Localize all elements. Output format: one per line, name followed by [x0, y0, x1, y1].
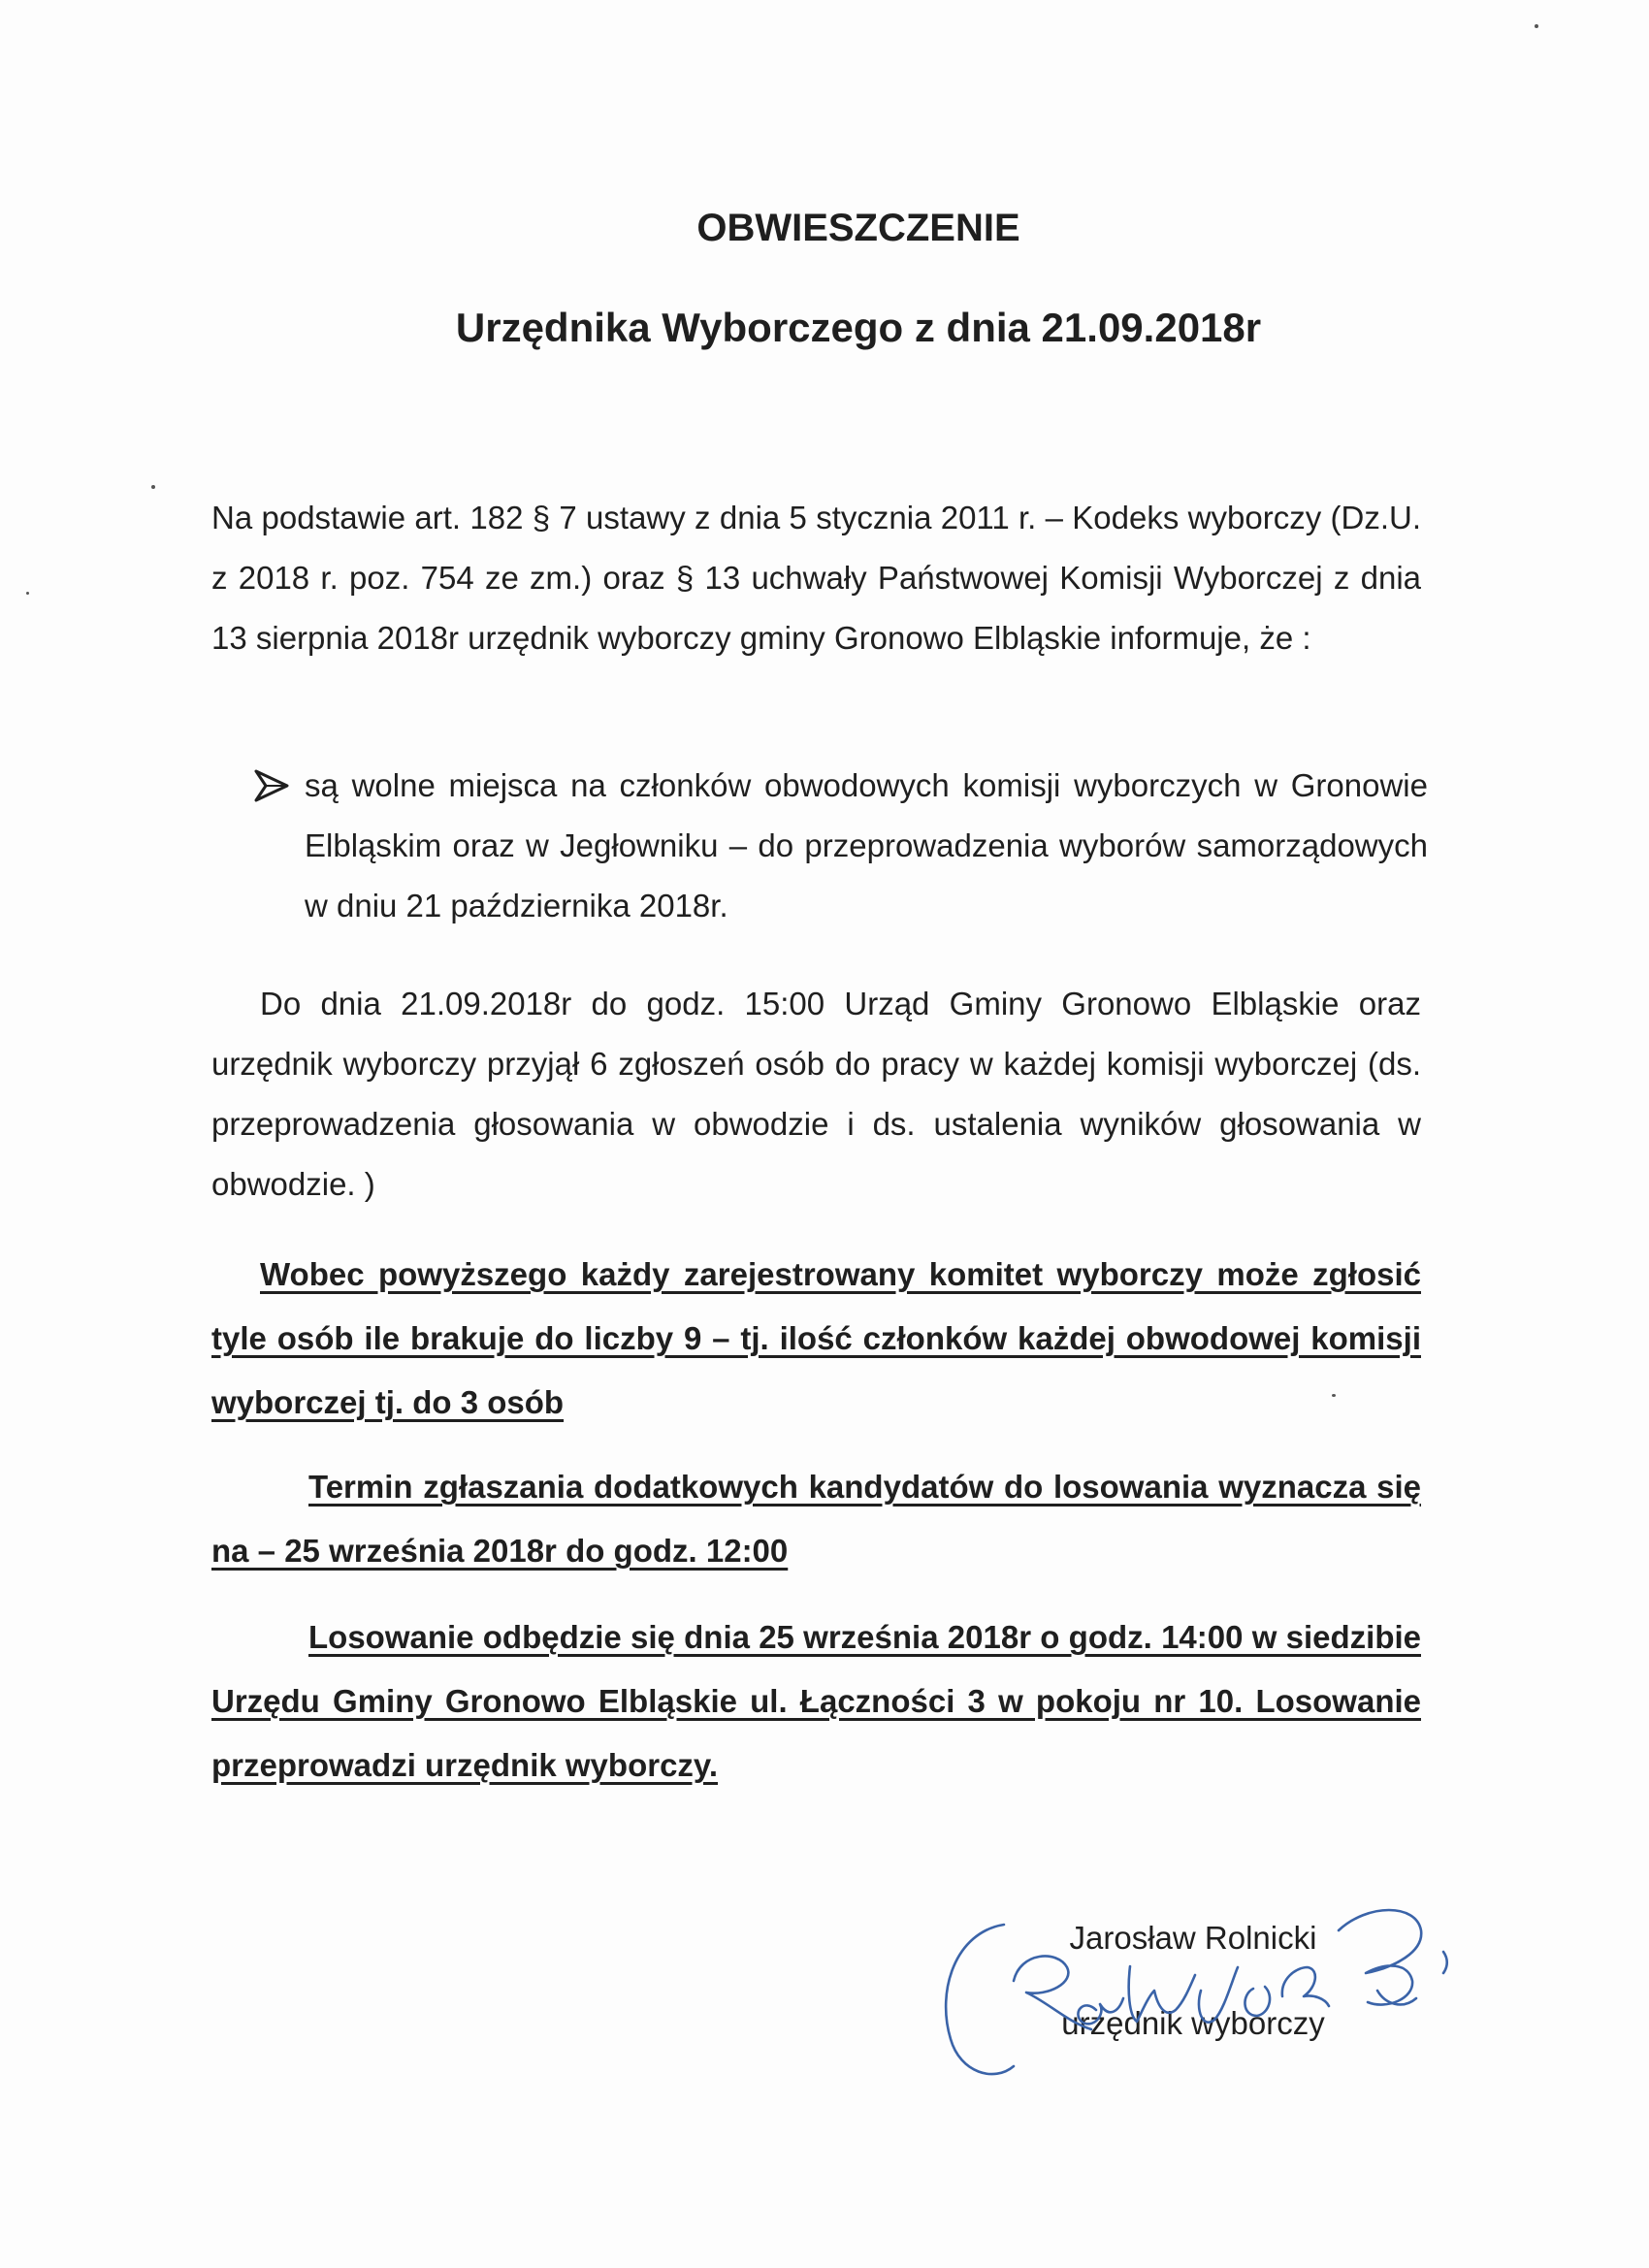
bullet-text: są wolne miejsca na członków obwodowych komisji wyborczych w Gronowie Elbląskim oraz w Jegłowniku – do przeprowadzenia wyborów samorządowych w dniu 21 października 2018r. [305, 767, 1428, 923]
scan-speck [151, 485, 155, 489]
committee-paragraph: Wobec powyższego każdy zarejestrowany komitet wyborczy może zgłosić tyle osób ile brakuje do liczby 9 – tj. ilość członków każdej obwodowej komisji wyborczej tj. do 3 osób [211, 1256, 1421, 1420]
draw-paragraph: Losowanie odbędzie się dnia 25 września 2018r o godz. 14:00 w siedzibie Urzędu Gminy Gronowo Elbląskie ul. Łączności 3 w pokoju nr 10. Losowanie przeprowadzi urzędnik wyborczy. [211, 1619, 1421, 1783]
intro-paragraph: Na podstawie art. 182 § 7 ustawy z dnia 5 stycznia 2011 r. – Kodeks wyborczy (Dz.U. z 2018 r. poz. 754 ze zm.) oraz § 13 uchwały Państwowej Komisji Wyborczej z dnia 13 sierpnia 2018r urzędnik wyborczy gminy Gronowo Elbląskie informuje, że : [211, 500, 1421, 656]
signatory-role: urzędnik wyborczy [1061, 2005, 1325, 2041]
signatory-name: Jarosław Rolnicki [1069, 1920, 1317, 1956]
document-subtitle: Urzędnika Wyborczego z dnia 21.09.2018r [455, 305, 1262, 350]
scan-speck [26, 592, 29, 595]
deadline-paragraph: Termin zgłaszania dodatkowych kandydatów do losowania wyznacza się na – 25 września 2018r do godz. 12:00 [211, 1469, 1421, 1569]
scan-speck [1332, 1394, 1336, 1397]
applications-paragraph: Do dnia 21.09.2018r do godz. 15:00 Urząd Gminy Gronowo Elbląskie oraz urzędnik wyborczy przyjął 6 zgłoszeń osób do pracy w każdej komisji wyborczej (ds. przeprowadzenia głosowania w obwodzie i ds. ustalenia wyników głosowania w obwodzie. ) [211, 986, 1421, 1202]
document-title: OBWIESZCZENIE [696, 207, 1020, 249]
bullet-item [254, 756, 1428, 936]
arrowhead-bullet-icon [254, 769, 289, 802]
handwritten-signature [912, 1874, 1455, 2088]
scan-speck [1535, 24, 1538, 28]
